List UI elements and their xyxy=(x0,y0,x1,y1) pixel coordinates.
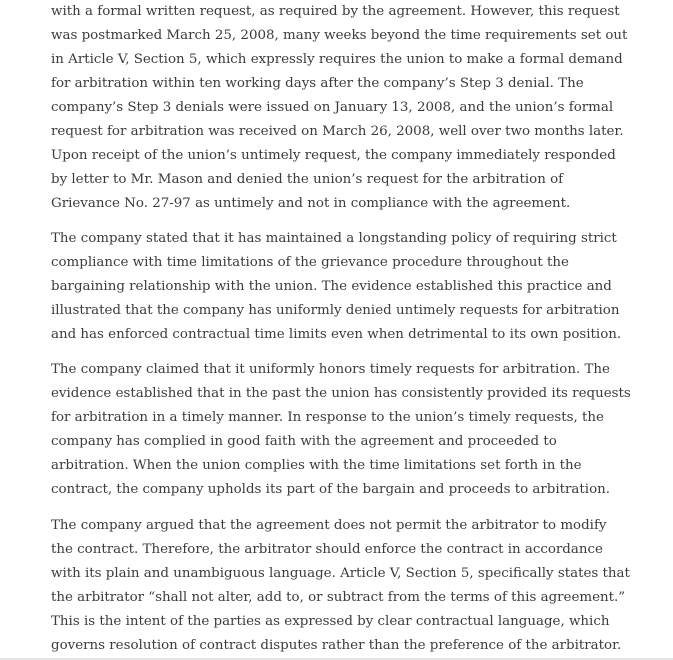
paragraph-timely-requests: The company claimed that it uniformly honors timely requests for arbitration. The evidence established that in the past the union has consistently provided its requests for arbitration in a timely manner. In response to the union’s timely requests, the company has complied in good faith with the agreement and proceeded to arbitration. When the union complies with the time limitations set forth in the contract, the company upholds its part of the bargain and proceeds to arbitration. xyxy=(51,362,631,497)
paragraph-no-modification: The company argued that the agreement does not permit the arbitrator to modify the contract. Therefore, the arbitrator should enforce the contract in accordance with its plain and unambiguous language. Article V, Section 5, specifically states that the arbitrator “shall not alter, add to, or subtract from the terms of this agreement.” This is the intent of the parties as expressed by clear contractual language, which governs resolution of contract disputes rather than the preference of the arbitrator. xyxy=(51,518,630,653)
paragraph-untimely-request: with a formal written request, as required by the agreement. However, this request was postmarked March 25, 2008, many weeks beyond the time requirements set out in Article V, Section 5, which expressly requires the union to make a formal demand for arbitration within ten working days after the company’s Step 3 denial. The company’s Step 3 denials were issued on January 13, 2008, and the union’s formal request for arbitration was received on March 26, 2008, well over two months later. Upon receipt of the union’s untimely request, the company immediately responded by letter to Mr. Mason and denied the union’s request for the arbitration of Grievance No. 27-97 as untimely and not in compliance with the agreement. xyxy=(51,4,628,211)
paragraph-longstanding-policy: The company stated that it has maintained a longstanding policy of requiring strict compliance with time limitations of the grievance procedure throughout the bargaining relationship with the union. The evidence established this practice and illustrated that the company has uniformly denied untimely requests for arbitration and has enforced contractual time limits even when detrimental to its own position. xyxy=(51,231,622,342)
